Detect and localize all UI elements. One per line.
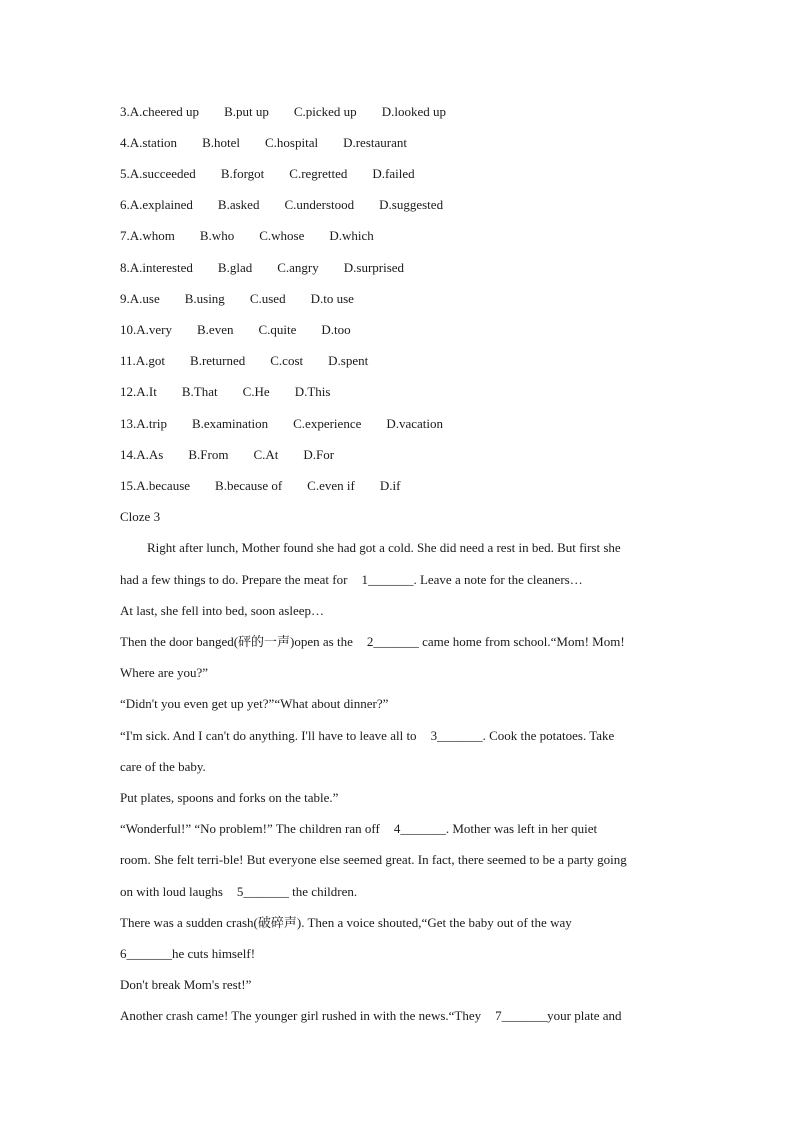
question-number: 5. xyxy=(120,166,130,181)
passage-text: “I'm sick. And I can't do anything. I'll have to leave all to xyxy=(120,728,417,743)
choice-a: A.use xyxy=(129,291,160,306)
option-line-9 xyxy=(120,290,379,308)
option-line-4 xyxy=(120,134,432,152)
choice-a: A.It xyxy=(136,384,157,399)
option-line-14 xyxy=(120,446,359,464)
choice-a: A.whom xyxy=(129,228,175,243)
option-line-5 xyxy=(120,165,440,183)
choice-a: A.very xyxy=(136,322,172,337)
choice-c: C.cost xyxy=(270,353,304,368)
choice-c: C.used xyxy=(249,291,286,306)
choice-a: A.got xyxy=(135,353,166,368)
choice-d: D.which xyxy=(329,228,374,243)
option-line-15 xyxy=(120,477,425,495)
passage-line: Where are you?” xyxy=(120,665,209,680)
choice-b: B.who xyxy=(199,228,235,243)
blank-2: 2_______ came home from school.“Mom! Mom! xyxy=(366,634,625,649)
passage-line xyxy=(120,883,357,901)
choice-b: B.using xyxy=(184,291,225,306)
option-line-8 xyxy=(120,259,429,277)
choice-b: B.examination xyxy=(191,416,269,431)
choice-d: D.looked up xyxy=(381,104,446,119)
question-number: 15. xyxy=(120,478,137,493)
question-number: 12. xyxy=(120,384,137,399)
blank-1: 1_______. Leave a note for the cleaners… xyxy=(361,572,583,587)
choice-b: B.even xyxy=(197,322,234,337)
question-number: 13. xyxy=(120,416,137,431)
choice-b: B.put up xyxy=(224,104,269,119)
choice-c: C.quite xyxy=(258,322,297,337)
choice-a: A.station xyxy=(129,135,178,150)
blank-3: 3_______. Cook the potatoes. Take xyxy=(430,728,615,743)
choice-d: D.vacation xyxy=(386,416,444,431)
choice-c: C.even if xyxy=(307,478,355,493)
passage-line xyxy=(120,1007,622,1025)
blank-7: 7_______your plate and xyxy=(495,1008,622,1023)
choice-b: B.glad xyxy=(217,260,253,275)
passage-line: “Didn't you even get up yet?”“What about dinner?” xyxy=(120,696,389,711)
option-line-13 xyxy=(120,415,468,433)
choice-a: A.cheered up xyxy=(129,104,200,119)
passage-line xyxy=(120,820,597,838)
choice-c: C.picked up xyxy=(293,104,357,119)
choice-c: C.He xyxy=(242,384,270,399)
choice-b: B.because of xyxy=(215,478,283,493)
option-line-6 xyxy=(120,196,468,214)
choice-d: D.too xyxy=(321,322,351,337)
passage-line: room. She felt terri-ble! But everyone else seemed great. In fact, there seemed to be a party going xyxy=(120,852,627,867)
choice-c: C.hospital xyxy=(264,135,319,150)
choice-c: C.angry xyxy=(277,260,319,275)
passage-line xyxy=(120,727,614,745)
choice-b: B.returned xyxy=(190,353,246,368)
passage-line xyxy=(120,633,625,651)
passage-line: care of the baby. xyxy=(120,759,206,774)
option-line-3 xyxy=(120,103,471,121)
blank-5: 5_______ the children. xyxy=(236,884,358,899)
question-number: 3. xyxy=(120,104,130,119)
choice-d: D.failed xyxy=(372,166,415,181)
choice-d: D.spent xyxy=(328,353,369,368)
choice-d: D.For xyxy=(303,447,335,462)
question-number: 9. xyxy=(120,291,130,306)
choice-c: C.regretted xyxy=(289,166,348,181)
option-line-7 xyxy=(120,227,399,245)
passage-text: Another crash came! The younger girl rushed in with the news.“They xyxy=(120,1008,482,1023)
choice-c: C.At xyxy=(253,447,279,462)
passage-line: Put plates, spoons and forks on the table.” xyxy=(120,790,339,805)
option-line-11 xyxy=(120,352,393,370)
question-number: 8. xyxy=(120,260,130,275)
question-number: 14. xyxy=(120,447,137,462)
passage-line: There was a sudden crash(破碎声). Then a voice shouted,“Get the baby out of the way xyxy=(120,915,572,930)
choice-d: D.This xyxy=(294,384,331,399)
choice-b: B.From xyxy=(188,447,229,462)
choice-d: D.suggested xyxy=(379,197,444,212)
choice-b: B.hotel xyxy=(202,135,240,150)
choice-d: D.if xyxy=(379,478,401,493)
choice-d: D.restaurant xyxy=(343,135,407,150)
choice-c: C.whose xyxy=(259,228,305,243)
option-line-12 xyxy=(120,383,355,401)
choice-a: A.As xyxy=(136,447,164,462)
cloze-title: Cloze 3 xyxy=(120,509,161,524)
choice-b: B.That xyxy=(181,384,218,399)
passage-line xyxy=(120,571,583,589)
passage-line blank-6: 6_______he cuts himself! xyxy=(120,946,256,961)
question-number: 6. xyxy=(120,197,130,212)
choice-a: A.interested xyxy=(129,260,193,275)
passage-line: At last, she fell into bed, soon asleep… xyxy=(120,603,324,618)
choice-b: B.forgot xyxy=(220,166,265,181)
question-number: 10. xyxy=(120,322,137,337)
choice-c: C.understood xyxy=(284,197,355,212)
passage-text: “Wonderful!” “No problem!” The children ran off xyxy=(120,821,380,836)
choice-a: A.explained xyxy=(129,197,193,212)
choice-d: D.surprised xyxy=(343,260,405,275)
passage-text: had a few things to do. Prepare the meat for xyxy=(120,572,348,587)
choice-c: C.experience xyxy=(293,416,362,431)
passage-line: Don't break Mom's rest!” xyxy=(120,977,252,992)
blank-4: 4_______. Mother was left in her quiet xyxy=(393,821,598,836)
passage-text: on with loud laughs xyxy=(120,884,223,899)
choice-b: B.asked xyxy=(217,197,260,212)
choice-d: D.to use xyxy=(310,291,354,306)
passage-text: Then the door banged(砰的一声)open as the xyxy=(120,634,353,649)
question-number: 7. xyxy=(120,228,130,243)
question-number: 11. xyxy=(120,353,136,368)
choice-a: A.succeeded xyxy=(129,166,196,181)
passage-line: Right after lunch, Mother found she had got a cold. She did need a rest in bed. But first she xyxy=(147,540,621,555)
question-number: 4. xyxy=(120,135,130,150)
choice-a: A.trip xyxy=(136,416,167,431)
choice-a: A.because xyxy=(136,478,191,493)
option-line-10 xyxy=(120,321,376,339)
